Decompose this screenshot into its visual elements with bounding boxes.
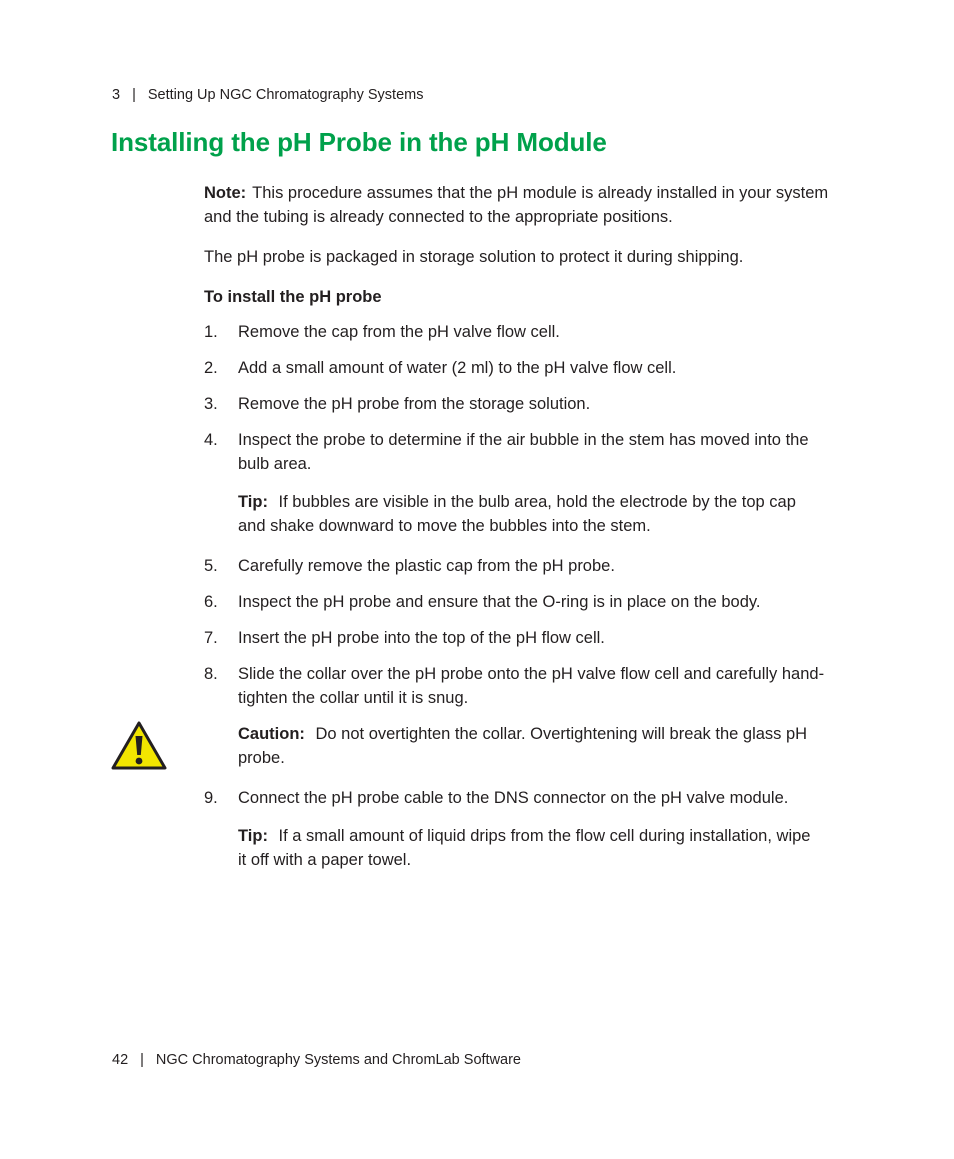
running-header bbox=[112, 87, 423, 103]
step-number: 1. bbox=[204, 323, 218, 341]
step-text: Inspect the pH probe and ensure that the O-ring is in place on the body. bbox=[238, 593, 761, 611]
body-content bbox=[204, 181, 844, 884]
tip-callout bbox=[238, 490, 814, 538]
step-number: 7. bbox=[204, 629, 218, 647]
footer-separator: | bbox=[140, 1052, 144, 1068]
tip-callout bbox=[238, 824, 814, 872]
step-number: 5. bbox=[204, 557, 218, 575]
step-number: 9. bbox=[204, 789, 218, 807]
caution-text: Do not overtighten the collar. Overtightening will break the glass pH probe. bbox=[238, 725, 808, 767]
chapter-title: Setting Up NGC Chromatography Systems bbox=[147, 87, 424, 103]
note-paragraph bbox=[204, 181, 844, 229]
caution-label: Caution: bbox=[238, 725, 305, 743]
step-item bbox=[204, 626, 844, 650]
step-number: 4. bbox=[204, 431, 218, 449]
caution-callout bbox=[238, 722, 814, 770]
book-title: NGC Chromatography Systems and ChromLab Software bbox=[155, 1052, 521, 1068]
procedure-heading: To install the pH probe bbox=[204, 288, 382, 306]
step-item bbox=[204, 320, 844, 344]
page-footer bbox=[112, 1052, 521, 1068]
step-number: 3. bbox=[204, 395, 218, 413]
step-text: Add a small amount of water (2 ml) to the pH valve flow cell. bbox=[238, 359, 677, 377]
step-item bbox=[204, 356, 844, 380]
step-number: 6. bbox=[204, 593, 218, 611]
chapter-number: 3 bbox=[112, 87, 121, 103]
step-text: Connect the pH probe cable to the DNS connector on the pH valve module. bbox=[238, 789, 789, 807]
step-text: Remove the cap from the pH valve flow cell. bbox=[238, 323, 560, 341]
page-number: 42 bbox=[112, 1052, 129, 1068]
step-item bbox=[204, 662, 844, 710]
step-number: 2. bbox=[204, 359, 218, 377]
warning-triangle-icon bbox=[111, 721, 167, 771]
procedure-steps bbox=[204, 320, 844, 710]
warning-exclamation-dot bbox=[136, 758, 143, 765]
tip-text: If bubbles are visible in the bulb area, hold the electrode by the top cap and shake downward to move the bubbles into the stem. bbox=[238, 493, 796, 535]
note-text: This procedure assumes that the pH module is already installed in your system and the tubing is already connected to the appropriate positions. bbox=[204, 184, 829, 226]
step-item bbox=[204, 786, 844, 872]
section-title: Installing the pH Probe in the pH Module bbox=[111, 127, 607, 157]
step-text: Remove the pH probe from the storage solution. bbox=[238, 395, 591, 413]
note-label: Note: bbox=[204, 184, 247, 202]
procedure-steps-continued bbox=[204, 786, 844, 872]
caution-block bbox=[204, 722, 844, 770]
step-text: Insert the pH probe into the top of the pH flow cell. bbox=[238, 629, 605, 647]
step-item bbox=[204, 392, 844, 416]
step-item bbox=[204, 428, 844, 538]
header-separator: | bbox=[132, 87, 136, 103]
step-item bbox=[204, 590, 844, 614]
tip-label: Tip: bbox=[238, 827, 268, 845]
step-number: 8. bbox=[204, 665, 218, 683]
step-text: Inspect the probe to determine if the air bubble in the stem has moved into the bulb area. bbox=[238, 431, 809, 473]
tip-text: If a small amount of liquid drips from the flow cell during installation, wipe it off with a paper towel. bbox=[238, 827, 811, 869]
step-item bbox=[204, 554, 844, 578]
tip-label: Tip: bbox=[238, 493, 268, 511]
intro-paragraph: The pH probe is packaged in storage solution to protect it during shipping. bbox=[204, 248, 744, 266]
step-text: Carefully remove the plastic cap from the pH probe. bbox=[238, 557, 615, 575]
step-text: Slide the collar over the pH probe onto the pH valve flow cell and carefully hand-tighten the collar until it is snug. bbox=[238, 665, 825, 707]
